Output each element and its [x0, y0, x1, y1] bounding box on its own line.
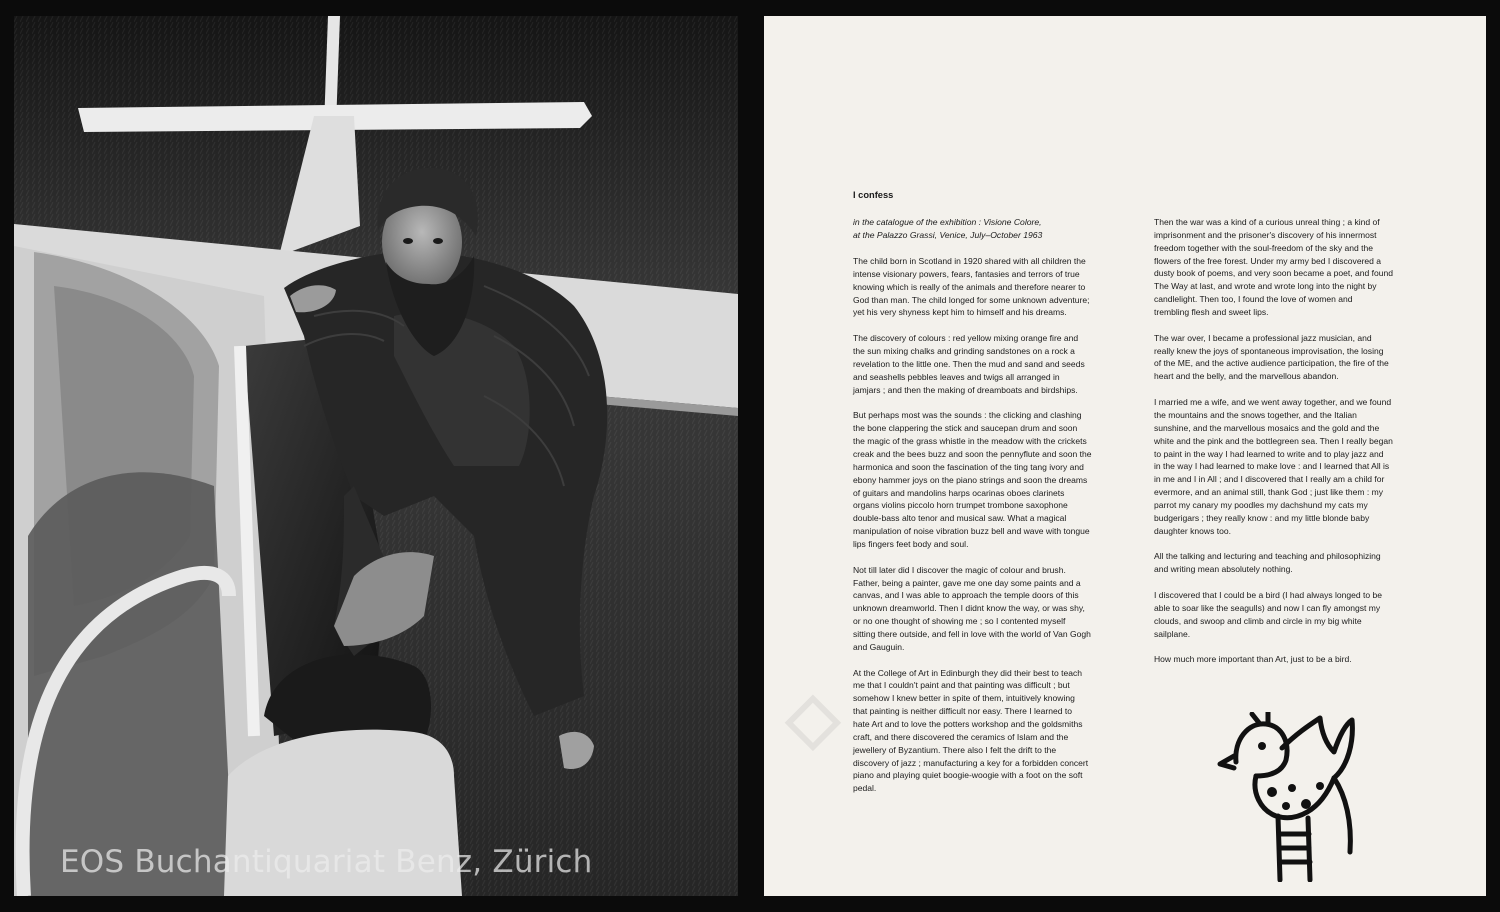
- paragraph-line: God than man. The child longed for some unknown adventure;: [853, 294, 1090, 305]
- paragraph-line: Then the war was a kind of a curious unreal thing ; a kind of: [1154, 217, 1380, 227]
- paragraph-line: revelation to the little one. Then the mud and sand and seeds: [853, 358, 1085, 369]
- paragraph-line: harmonica and soon the fascination of the ting tang ivory and: [853, 461, 1084, 472]
- paragraph-line: budgerigars ; they really know : and my little blonde baby: [1154, 512, 1370, 523]
- paragraph-line: flowers of the free forest. Under my army bed I discovered a: [1154, 255, 1382, 266]
- paragraph-line: and seashells pebbles leaves and twigs all arranged in: [853, 371, 1060, 382]
- paragraph-line: of the ME, and the active audience participation, the fire of the: [1154, 358, 1389, 369]
- paragraph-line: to paint in the way I had learned to write and to play jazz and: [1154, 448, 1384, 459]
- subtitle-line: at the Palazzo Grassi, Venice, July–October 1963: [853, 229, 1043, 240]
- paragraph-line: craft, and there discovered the ceramics of Islam and the: [853, 731, 1069, 742]
- paragraph-line: jewellery of Byzantium. There also I felt the drift to the: [853, 744, 1057, 755]
- article-subtitle: [853, 216, 1143, 241]
- paragraph-line: The war over, I became a professional jazz musician, and: [1154, 332, 1372, 343]
- article-paragraph: [853, 564, 1143, 654]
- paragraph-line: lips fingers feet body and soul.: [853, 538, 969, 549]
- article-paragraph: [1154, 550, 1454, 576]
- paragraph-line: able to soar like the seagulls) and now I can fly amongst my: [1154, 602, 1381, 613]
- right-paragraphs: [1154, 216, 1454, 666]
- paragraph-line: ebony hammer joys on the piano strings and soon the dreams: [853, 474, 1088, 485]
- article-paragraph: [853, 409, 1143, 550]
- paragraph-line: clouds, and swoop and climb and circle in my big white: [1154, 615, 1362, 626]
- paragraph-line: the bone clappering the stick and saucepan drum and soon: [853, 423, 1078, 434]
- paragraph-line: sitting there outside, and fell in love with the world of Van Gogh: [853, 628, 1091, 639]
- photo-page: [14, 16, 738, 896]
- paragraph-line: candlelight. Then too, I found the love of women and: [1154, 294, 1353, 305]
- paragraph-line: canvas, and I was able to approach the temple doors of this: [853, 590, 1079, 601]
- paragraph-line: somehow I knew better in spite of them, intuitively knowing: [853, 693, 1075, 704]
- paragraph-line: in the way I had learned to make love : and I learned that All is: [1154, 461, 1390, 472]
- paragraph-line: organs violins piccolo horn trumpet trombone saxophone: [853, 500, 1068, 511]
- article-paragraph: [853, 332, 1143, 396]
- paragraph-line: But perhaps most was the sounds : the clicking and clashing: [853, 410, 1082, 421]
- paragraph-line: creak and the bees buzz and soon the pennyflute and soon the: [853, 448, 1092, 459]
- article-paragraph: [1154, 396, 1454, 537]
- paragraph-line: intense visionary powers, fears, fantasies and terrors of true: [853, 268, 1080, 279]
- paragraph-line: The discovery of colours : red yellow mixing orange fire and: [853, 333, 1079, 344]
- paragraph-line: or no one thought of showing me ; so I contented myself: [853, 616, 1066, 627]
- paragraph-line: The Way at last, and wrote and wrote long into the night by: [1154, 281, 1377, 292]
- paragraph-line: I discovered that I could be a bird (I had always longed to be: [1154, 590, 1383, 601]
- article-left-column: [853, 190, 1143, 808]
- paragraph-line: I married me a wife, and we went away together, and we found: [1154, 397, 1392, 408]
- show-through-mark: ◇: [786, 678, 840, 756]
- bird-drawing: [1216, 712, 1376, 882]
- paragraph-line: sailplane.: [1154, 628, 1191, 639]
- glider-photograph: [14, 16, 738, 896]
- left-paragraphs: [853, 255, 1143, 795]
- article-paragraph: [1154, 589, 1454, 640]
- paragraph-line: freedom together with the soul-freedom of the sky and the: [1154, 242, 1374, 253]
- article-paragraph: [1154, 653, 1454, 666]
- paragraph-line: double-bass alto tenor and musical saw. What a magical: [853, 513, 1067, 524]
- paragraph-line: of guitars and mandolins harps ocarinas oboes clarinets: [853, 487, 1065, 498]
- paragraph-line: daughter knows too.: [1154, 525, 1231, 536]
- paragraph-line: discovery of jazz ; manufacturing a key for a forbidden concert: [853, 757, 1089, 768]
- paragraph-line: piano and playing quiet boogie-woogie with a foot on the soft: [853, 770, 1083, 781]
- paragraph-line: the sun mixing chalks and grinding sandstones on a rock a: [853, 346, 1075, 357]
- paragraph-line: imprisonment and the prisoner's discovery of his innermost: [1154, 229, 1377, 240]
- article-paragraph: [853, 667, 1143, 795]
- paragraph-line: unknown dreamworld. Then I didnt know the way, or was shy,: [853, 603, 1085, 614]
- paragraph-line: All the talking and lecturing and teaching and philosophizing: [1154, 551, 1381, 562]
- paragraph-line: that painting is neither difficult nor easy. There I learned to: [853, 706, 1073, 717]
- paragraph-line: jamjars ; and then the making of dreamboats and birdships.: [853, 384, 1078, 395]
- paragraph-line: and writing mean absolutely nothing.: [1154, 564, 1293, 575]
- paragraph-line: Not till later did I discover the magic of colour and brush.: [853, 564, 1066, 575]
- paragraph-line: white and the pink and the bottlegreen sea. Then I really began: [1154, 435, 1393, 446]
- text-page: [764, 16, 1486, 896]
- paragraph-line: in me and I in All ; and I discovered that I really am a child for: [1154, 474, 1385, 485]
- paragraph-line: manipulation of noise vibration buzz bell and wave with tongue: [853, 526, 1090, 537]
- paragraph-line: parrot my canary my poodles my dachshund my cats my: [1154, 499, 1368, 510]
- paragraph-line: me that I couldn't paint and that painting was difficult ; but: [853, 680, 1070, 691]
- article-paragraph: [853, 255, 1143, 319]
- paragraph-line: and Gauguin.: [853, 641, 905, 652]
- paragraph-line: sunshine, and the marvellous mosaics and the gold and the: [1154, 422, 1380, 433]
- paragraph-line: knowing which is really of the animals and therefore nearer to: [853, 281, 1086, 292]
- paragraph-line: Father, being a painter, gave me one day some paints and a: [853, 577, 1081, 588]
- paragraph-line: really knew the joys of spontaneous improvisation, the losing: [1154, 345, 1384, 356]
- paragraph-line: the magic of the grass whistle in the meadow with the crickets: [853, 436, 1087, 447]
- paragraph-line: heart and the belly, and the marvellous abandon.: [1154, 371, 1339, 382]
- paragraph-line: evermore, and an animal still, thank God ; just like them : my: [1154, 487, 1383, 498]
- paragraph-line: the mountains and the snows together, and the Italian: [1154, 409, 1357, 420]
- article-heading: I confess: [853, 190, 894, 200]
- paragraph-line: dusty book of poems, and very soon became a poet, and found: [1154, 268, 1393, 279]
- paragraph-line: trembling flesh and sweet lips.: [1154, 306, 1269, 317]
- paragraph-line: The child born in Scotland in 1920 shared with all children the: [853, 256, 1086, 266]
- article-paragraph: [1154, 332, 1454, 383]
- article-paragraph: [1154, 216, 1454, 319]
- paragraph-line: How much more important than Art, just to be a bird.: [1154, 654, 1352, 665]
- paragraph-line: At the College of Art in Edinburgh they did their best to teach: [853, 667, 1083, 678]
- paragraph-line: pedal.: [853, 783, 877, 794]
- paragraph-line: hate Art and to love the potters workshop and the goldsmiths: [853, 719, 1083, 729]
- paragraph-line: yet his very shyness kept him to himself and his dreams.: [853, 307, 1067, 318]
- article-right-column: [1154, 216, 1454, 679]
- subtitle-line: in the catalogue of the exhibition : Visione Colore,: [853, 217, 1042, 227]
- watermark: EOS Buchantiquariat Benz, Zürich: [60, 844, 593, 880]
